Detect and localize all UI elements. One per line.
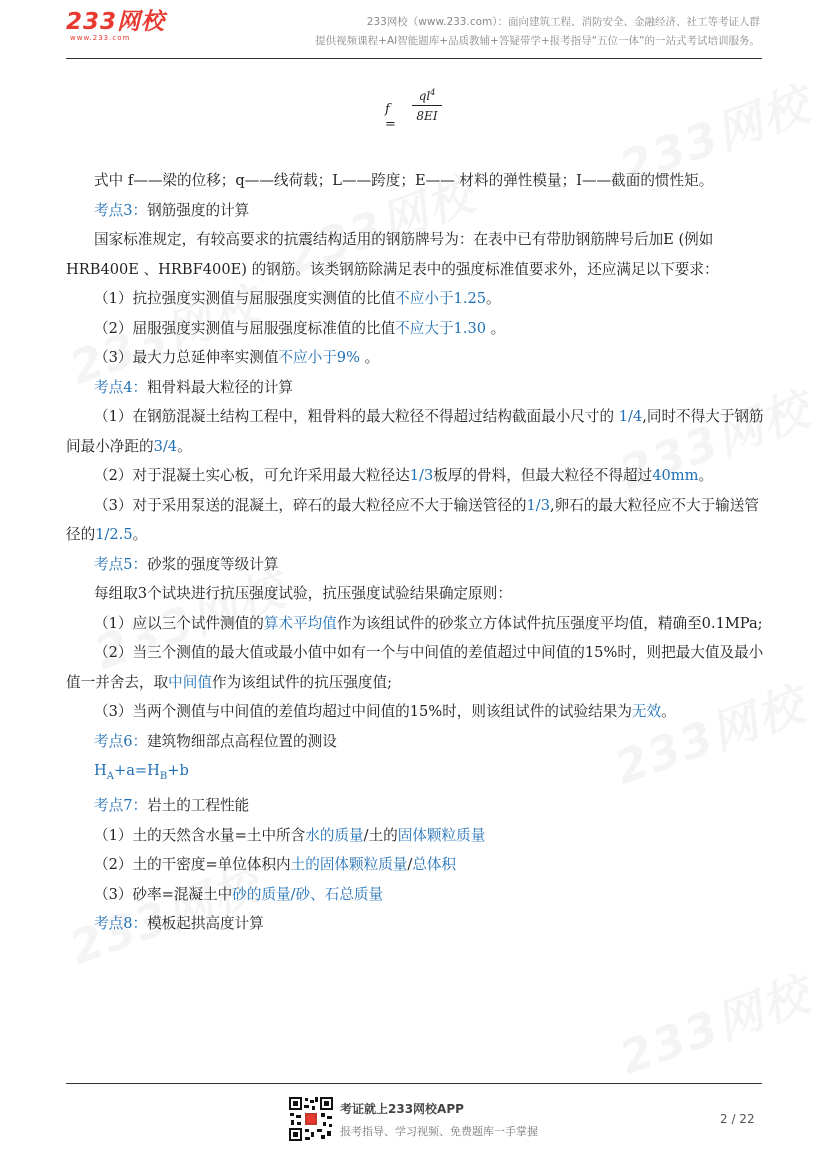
page-number: 2 / 22 — [720, 1112, 755, 1126]
header-tagline — [315, 13, 760, 51]
app-promo-title: 考证就上233网校APP — [340, 1102, 464, 1116]
header-line-1: 233网校（www.233.com）：面向建筑工程、消防安全、金融经济、社工等考证人群 — [366, 16, 760, 28]
formula-numerator: $ql^4$ — [418, 88, 436, 103]
page-footer — [0, 1090, 830, 1150]
list-item: （3）最大力总延伸率实测值不应小于9% 。 — [94, 349, 380, 366]
qr-code-icon[interactable] — [288, 1096, 334, 1142]
section-heading-8: 考点8：模板起拱高度计算 — [94, 915, 264, 933]
list-item: （2）对于混凝土实心板，可允许采用最大粒径达1/3板厚的骨料，但最大粒径不得超过40mm。 — [94, 467, 714, 484]
app-promo-subtitle: 报考指导、学习视频、免费题库一手掌握 — [340, 1125, 538, 1138]
paragraph: 国家标准规定，有较高要求的抗震结构适用的钢筋牌号为：在表中已有带肋钢筋牌号后加E (例如HRB400E 、HRBF400E) 的钢筋。该类钢筋除满足表中的强度标准值要求外，还应满足以下要求： — [66, 231, 719, 278]
header-divider — [66, 58, 762, 59]
logo-text: 233网校 — [66, 9, 166, 35]
formula-denominator: 8EI — [416, 109, 438, 123]
section-heading-4: 考点4：粗骨料最大粒径的计算 — [94, 378, 294, 396]
list-item: （1）土的天然含水量=土中所含水的质量/土的固体颗粒质量 — [94, 826, 486, 844]
footer-divider — [66, 1083, 762, 1084]
list-item: （1）在钢筋混凝土结构工程中，粗骨料的最大粒径不得超过结构截面最小尺寸的 1/4,同时不得大于钢筋间最小净距的3/4。 — [66, 408, 764, 455]
section-heading-7: 考点7：岩土的工程性能 — [94, 797, 250, 815]
section-heading-6: 考点6：建筑物细部点高程位置的测设 — [94, 732, 337, 750]
list-item: （1）抗拉强度实测值与屈服强度实测值的比值不应小于1.25。 — [94, 290, 501, 307]
formula-lhs: f = — [385, 102, 396, 132]
formula-fraction — [412, 88, 442, 123]
list-item: （3）当两个测值与中间值的差值均超过中间值的15%时，则该组试件的试验结果为无效。 — [94, 703, 676, 720]
page-header — [0, 0, 830, 60]
list-item: （1）应以三个试件测值的算术平均值作为该组试件的砂浆立方体试件抗压强度平均值，精确至0.1MPa; — [94, 614, 763, 632]
list-item: （3）砂率=混凝土中砂的质量/砂、石总质量 — [94, 885, 384, 903]
elevation-formula: $H_A+a=H_B+b$ — [94, 762, 189, 782]
paragraph: 每组取3个试块进行抗压强度试验，抗压强度试验结果确定原则： — [94, 585, 512, 602]
list-item: （2）屈服强度实测值与屈服强度标准值的比值不应大于1.30 。 — [94, 319, 506, 337]
header-line-2: 提供视频课程+AI智能题库+品质教辅+答疑带学+报考指导“五位一体”的一站式考试培训服务。 — [315, 35, 760, 47]
list-item: （3）对于采用泵送的混凝土，碎石的最大粒径应不大于输送管径的1/3,卵石的最大粒径应不大于输送管径的1/2.5。 — [66, 496, 759, 543]
formula-explanation: 式中 f——梁的位移；q——线荷载；L——跨度；E—— 材料的弹性模量；I——截面的惯性矩。 — [94, 172, 714, 189]
list-item: （2）当三个测值的最大值或最小值中如有一个与中间值的差值超过中间值的15%时，则把最大值及最小值一并舍去，取中间值作为该组试件的抗压强度值; — [66, 644, 764, 691]
brand-logo — [66, 10, 165, 42]
section-heading-5: 考点5：砂浆的强度等级计算 — [94, 555, 279, 573]
document-body — [66, 166, 766, 939]
section-heading-3: 考点3：钢筋强度的计算 — [94, 201, 250, 219]
fraction-bar — [412, 105, 442, 106]
logo-url: www.233.com — [70, 34, 131, 42]
watermark — [610, 958, 819, 1088]
list-item: （2）土的干密度=单位体积内土的固体颗粒质量/总体积 — [94, 856, 457, 874]
